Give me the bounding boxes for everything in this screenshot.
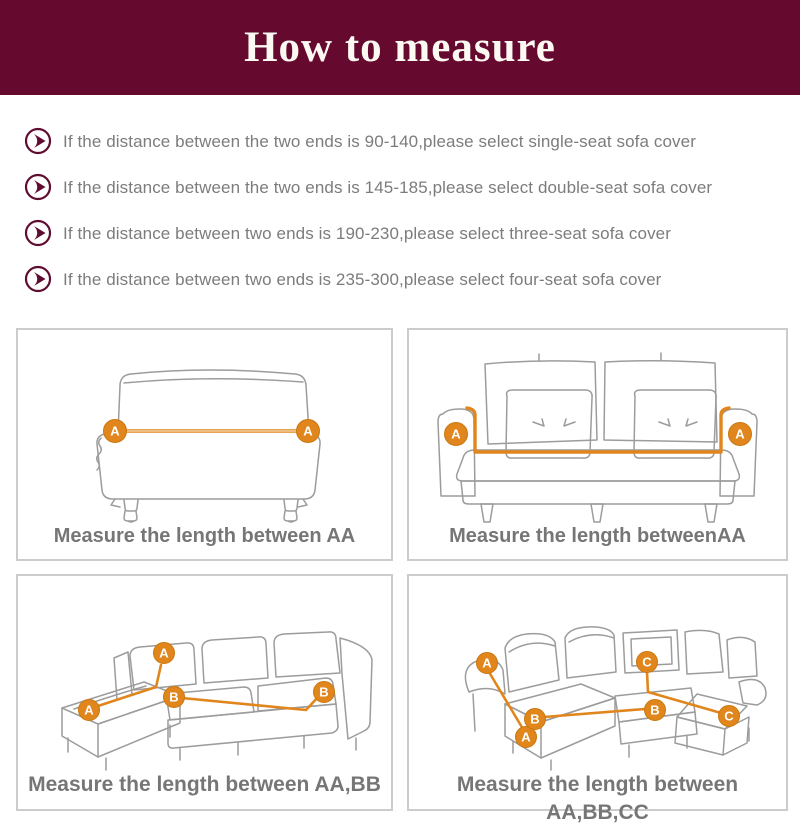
measure-caption: Measure the length between AA — [53, 525, 356, 547]
measure-point-b — [314, 682, 335, 703]
svg-text:A: A — [303, 423, 313, 439]
measure-point-a — [477, 653, 498, 674]
measure-point-a — [104, 420, 127, 443]
header-banner — [0, 0, 800, 95]
svg-text:A: A — [482, 655, 492, 671]
instruction-item — [24, 173, 790, 201]
arrow-right-circle-icon — [24, 173, 52, 201]
svg-text:B: B — [169, 689, 179, 705]
arrow-right-circle-icon — [24, 265, 52, 293]
measure-caption: Measure the length between AA,BB,CC — [456, 773, 739, 824]
armless-sofa-sketch — [18, 330, 391, 523]
measure-point-b — [525, 709, 546, 730]
l-shaped-sectional-sketch — [18, 576, 391, 771]
measure-card-double — [407, 328, 788, 561]
instruction-item — [24, 127, 790, 155]
measure-card-three — [16, 574, 393, 811]
measure-card-single — [16, 328, 393, 561]
instruction-item — [24, 219, 790, 247]
instruction-text: If the distance between the two ends is 90-140,please select single-seat sofa cover — [63, 131, 696, 151]
measure-point-b — [164, 687, 185, 708]
measure-caption: Measure the length between AA,BB — [28, 773, 381, 796]
svg-text:C: C — [724, 708, 734, 724]
u-shaped-sectional-sketch — [409, 576, 786, 771]
svg-text:B: B — [530, 711, 540, 727]
measure-card-four — [407, 574, 788, 824]
svg-text:A: A — [110, 423, 120, 439]
svg-text:A: A — [451, 426, 461, 442]
svg-text:A: A — [84, 702, 94, 718]
measure-point-a — [154, 643, 175, 664]
measure-grid — [0, 315, 800, 824]
measure-point-a — [729, 423, 752, 446]
page-title: How to measure — [244, 24, 556, 71]
svg-text:C: C — [642, 654, 652, 670]
instruction-text: If the distance between the two ends is 145-185,please select double-seat sofa cover — [63, 177, 713, 197]
measure-point-c — [637, 652, 658, 673]
svg-text:B: B — [650, 702, 660, 718]
instruction-text: If the distance between two ends is 190-230,please select three-seat sofa cover — [63, 223, 671, 243]
measure-point-a — [445, 423, 468, 446]
measure-point-c — [719, 706, 740, 727]
arrow-right-circle-icon — [24, 219, 52, 247]
svg-text:A: A — [159, 645, 169, 661]
svg-text:A: A — [521, 729, 531, 745]
measure-caption: Measure the length betweenAA — [449, 525, 746, 547]
instruction-item — [24, 265, 790, 293]
measure-point-b — [645, 700, 666, 721]
svg-text:A: A — [735, 426, 745, 442]
measure-point-a — [297, 420, 320, 443]
instructions-list — [0, 95, 800, 315]
measure-point-a — [79, 700, 100, 721]
arrow-right-circle-icon — [24, 127, 52, 155]
armed-sofa-with-pillows-sketch — [409, 330, 786, 523]
svg-text:B: B — [319, 684, 329, 700]
instruction-text: If the distance between two ends is 235-300,please select four-seat sofa cover — [63, 269, 662, 289]
